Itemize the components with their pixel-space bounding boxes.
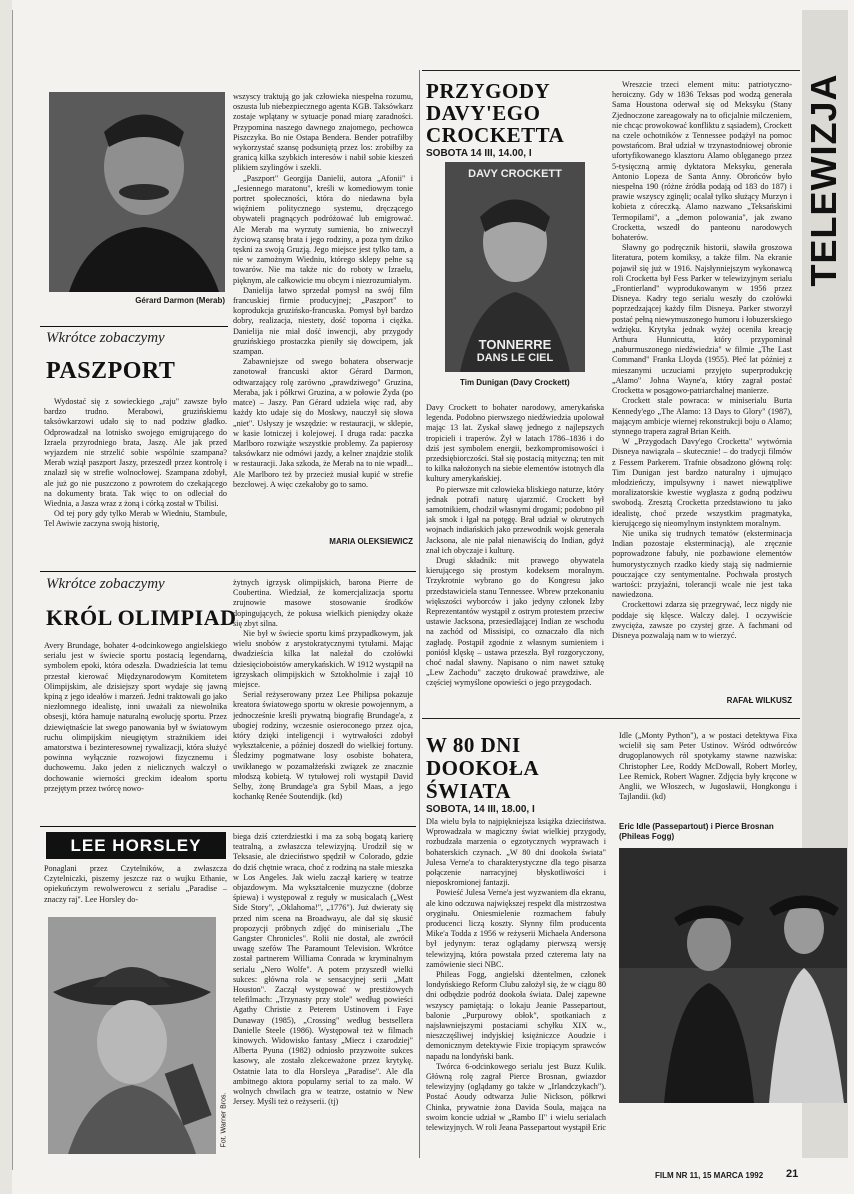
crockett-col1: Davy Crockett to bohater narodowy, amerykańska legenda. Podobno pierwszego niedźwiedzia upolował mając 13 lat. Zyskał sławę jednego z najlepszych tropicieli i traperów. Żył w latach 1786–1836 i do dziś jest symbolem energii, bezkompromisowości i przedsiębiorczości. Stał się postacią mityczną; ten mit to kilka nałożonych na siebie elementów istotnych dla kultury amerykańskiej. Po pierwsze mit człowieka bliskiego naturze, który jednak potrafi naturę ujarzmić. Crockett był samotnikiem, chodził własnymi drogami; podobno pił jak smok i łgał na potęgę. Brał udział w okrutnych wojnach indiańskich jako przewodnik wojsk generała Jacksona, ale nie pałał nienawiścią do Indian, gdyż znał ich obyczaje i kulturę. Drugi składnik: mit prawego obywatela kierującego się prostym kodeksem moralnym. Trzykrotnie wybrano go do Kongresu jako przedstawiciela stanu Tennessee. Wbrew przekonaniu większości wyborców i jako jedyny członek Izby Reprezentantów wystąpił z ostrym protestem przeciw ustawie Jacksona, przesiedlającej Indian ze wschodu na zachód od Missisipi, co oznaczało dla nich zagładę. Postąpił zgodnie z własnym sumieniem i poniósł klęskę – ustawa przeszła. Był rozgoryczony, choć nadal sławny. Napisano o nim nawet sztukę „Lew Zachodu" zaczęto drukować prawdziwe, ale częściej wymyślone opowieści o jego przygodach.	[426, 403, 604, 688]
poster-crockett	[445, 162, 585, 372]
krol-col1: Avery Brundage, bohater 4-odcinkowego angielskiego serialu jest w świecie sportu postacią legendarną, symbolem epoki, która odeszła. Dwadzieścia lat temu przestał kierować Międzynarodowym Komitetem Olimpijskim, ale dzisiejszy sport wydaje się jawną kpiną z jego ideałów i marzeń. Jedni traktowali go jako niezłomnego idealistę, inni uważali za niewolnika obsesji, która hamuje naturalną ewolucję sportu. Przez dziewiętnaście lat swego panowania był w światowym ruchu olimpijskim nieugiętym strażnikiem idei amatorstwa i bezinteresownej rywalizacji, która służyć powinna wyłącznie rozwojowi fizycznemu i duchowemu. Jako jeden z nielicznych walczył o dochowanie wierności greckim ideałom sportu przejętym przez twórcę nowo-	[44, 641, 227, 793]
headline-horsley: LEE HORSLEY	[70, 836, 202, 855]
crockett-col2: Wreszcie trzeci element mitu: patriotyczno-heroiczny. Gdy w 1836 Teksas pod wodzą generała Sama Houstona oderwał się od Meksyku (Stany Zjednoczone zareagowały na to oficjalnie milczeniem, nie chcąc prowokować konfliktu z sąsiadem), Crockett na czele ochotników z Tennessee podążył na pomoc powstańcom. Brał udział w trzynastodniowej obronie ufortyfikowanego klasztoru Alamo oblęganego przez 5-tysięczną armię dyktatora Meksyku, generała Antonio Lopeza de Santa Anny. Obrońców było niespełna 190 (różne źródła podają od 183 do 187) i prawie wszyscy zginęli; ocalał tylko służący Murzyn i kobieta z córeczką. Alamo nazwano „Teksańskimi Termopilami", a „demon polowania", jak zwano Crocketta, wszedł do panteonu narodowych bohaterów. Sławny go podręcznik historii, sławiła groszowa literatura, potem komiksy, a także film. Na ekranie pojawił się już w 1916. Najsłynniejszym wykonawcą roli Crocketta był Fess Parker w telewizyjnym serialu „Frontierland" wyprodukowanym w 1956 przez Disneya. Kadry tego serialu weszły do czołówki poprzedzającej każdy film Disneya. Parker stworzył postać pełną niewymuszonego humoru i łobuzerskiego wdzięku. Krytyka jednak wyżej oceniła kreację Arthura Hunnicutta, który przypominał „naburmuszonego niedźwiedzia" w filmie „The Last Command" Franka Lloyda (1955). Płeć lat później z mieszanymi uczuciami przyjęto superprodukcję „Alamo" Johna Wayne'a, który zagrał postać Crocketta w posągowo-patriarchalnej manierze. Crockett stale powraca: w miniserialu Burta Kennedy'ego „The Alamo: 13 Days to Glory" (1987), mającym ambicje wiernej rekonstrukcji boju o Alamo; stynnego trapera zagrał Brian Keith. W „Przygodach Davy'ego Crocketta" wytwórnia Disneya nawiązała – skutecznie! – do tradycji filmów z Fessem Parkerem. Trafnie obsadzono główną rolę: Tim Dunigan jest bardzo naturalny i ujmująco młodzieńczy, impulsywny i nawet niewątpliwe moralizatorskie kwestie wygłasza z godną podziwu swobodą. Zresztą Crocketta przedstawiono tu jako idealistę, choć przede wszystkim pragmatyka, kierującego się nieomylnym instynktem moralnym. Nie unika się trudnych tematów (eksterminacja Indian pozostaje eksterminacją), ale zręcznie poprowadzone fabuły, nie pozbawione elementów humorystycznych rzadko kiedy stają się nadmiernie pouczające czy sentymentalne. Pochwała prostych wartości: przyjaźni, tolerancji wcale nie jest taka nawiedzona. Crockettowi zdarza się przegrywać, lecz nigdy nie poddaje się klęsce. Walczy dalej. I oczywiście zwycięża, zawsze po czystej grze. A fachmani od Disneya pozwalają nam w to wierzyć.	[612, 80, 792, 640]
left-margin	[0, 0, 12, 1194]
footer-page-number: 21	[786, 1168, 799, 1180]
photo-lee-horsley	[48, 917, 216, 1154]
author-crockett: RAFAŁ WILKUSZ	[726, 696, 792, 705]
photo-gerard-darmon	[49, 92, 225, 292]
headline-dookola: W 80 DNI DOOKOŁA ŚWIATA	[426, 733, 540, 803]
photo-idle-brosnan	[619, 848, 847, 1103]
photo-caption-crockett: Tim Dunigan (Davy Crockett)	[460, 378, 570, 387]
paszport-col2: wszyscy traktują go jak człowieka niespełna rozumu, oszusta lub niebezpiecznego agenta KGB. Taksówkarz zostaje wplątany w sytuacje ponad miarę zaradności. Przypomina naszego dawnego znajomego, pechowca Piszczyka. Bo nie Ostapa Bendera. Bender potrafiłby wykorzystać szansę podsuniętą przez los: zrobiłby za granicą kilka szybkich interesów i nabił sobie kieszeń plikiem szylingów i szekli. „Paszport" Georgija Danielii, autora „Afonii" i „Jesiennego maratonu", kreśli w komediowym tonie portret społeczności, która do niedawna była więźniem politycznego systemu, dręczącego obywateli pragnących podróżować lub emigrować. Ale Merab ma wyrzuty sumienia, bo zniweczył życiową szansę brata i jego rodziny, a poza tym dziko tęskni za swoją Gruzją. Jego miejsce jest tylko tam, a nie w zamożnym Wiedniu, którego sklepy pełne są towarów. Nie ma także nic do roboty w Izraelu, pięknym, ale całkowicie mu obcym i niezrozumiałym. Danielija łatwo sprzedał pomysł na swój film francuskiej firmie producyjnej; „Paszport" to koprodukcja gruzińsko-francuska. Pomysł był bardzo dobry, realizacja, niestety, dość toporna i ciężka. Danielija nie miał dość inwencji, aby przygody gruzińskiego prostaczka pieniły się dowcipem, jak szampan. Zabawniejsze od swego bohatera obserwacje zanotował francuski aktor Gérard Darmon, odtwarzający rolę zarówno „prawdziwego" Gruzina, Meraba, jak i półkrwi Gruzina, a w połowie Żyda (po matce) – Jaszy. Pan Gérard udziela więc rad, aby każdy kto udaje się do Moskwy, nauczył się słowa „niet". Usłyszy je wszędzie: w restauracji, w sklepie, w kasie lotniczej i kolejowej. I druga rada: paczka Marlboro rozwiąże wszystkie problemy. Za papierosy taksówkarz nie odmówi jazdy, a kelner znajdzie stolik w restauracji. Jaka szkoda, że Merab na to nie wpadł... Ale Marlboro też by przecież musiał kupić w strefie bezcłowej. A więc czekałoby go to samo.	[233, 92, 413, 489]
horsley-col2: biega dziś czterdziestki i ma za sobą bogatą karierę teatralną, a zwłaszcza telewizyjną. Urodził się w Teksasie, ale dzieciństwo spędził w Colorado, gdzie do dziś chętnie wraca, choć z rodziną na stałe mieszka w Los Angeles. Jak wielu zaczął karierę w teatrze objazdowym. Ma wykształcenie muzyczne (dobrze śpiewa) i występował z reguły w musicalach („West Side Story", „Oklahoma!", „1776"). Już dwieraty się przed nim scena na Broadwayu, ale dał się skusić propozycji próbnych zdjęć do miniserialu „The Gangster Chronicles". Rolii nie dostał, ale zwrócił uwagę szefów The Paramount Television. Wkrótce został partnerem Williama Conrada w kryminalnym serialu „Nero Wolfe". A potem przyszedł wielki sukces: główna rola w sensacyjnej serii „Matt Houston". Zaczął występować w prestiżowych telefilmach: „Trzynasty przy stole" według powieści Agathy Christie z Peterem Ustinovem i Faye Dunaway (1985), „Crossing" według bestsellera Danielle Steele (1986). Występował też w filmach kinowych. Widowisko fantasy „Miecz i czarodziej" Alberta Pyuna (1982) odniosło przyzwoite sukces kasowy, ale zostało zlekceważone przez krytykę. Ostatnie lata to dla Horsleya „Paradise". Ale dla ambitnego aktora popularny serial to za mało. W wolnych chwilach gra w teatrze, ostatnio w New Jersey. Myśli też o reżyserii. (tj)	[233, 832, 413, 1107]
krol-col2: żytnych igrzysk olimpijskich, barona Pierre de Coubertina. Wiedział, że komercjalizacja sportu zrujnowie masowe stosowanie środków dopingujących, że pokusa wielkich pieniędzy okaże się zbyt silna. Nie był w świecie sportu kimś przypadkowym, jak wielu snobów z arystokratycznymi tytułami. Mając dwadzieścia kilka lat należał do czołówki dziesięcioboistów amerykańskich. W 1912 wystąpił na igrzyskach olimpijskich w Sztokholmie i zajął 10 miejsce. Serial reżyserowany przez Lee Philipsa pokazuje kreatora światowego sportu w okresie powojennym, a jednocześnie kreśli prywatną biografię Brundage'a, z ubogiej rodziny, wczesnie osieroconego przez ojca, który dzięki inteligencji i wytrwałości zdobył wykształcenie, a później doszedł do wielkiej fortuny. Śledzimy pogmatwane losy osobiste bohatera, uwikłanego w pozamałżeński związek ze znacznie młodszą kobietą. W tytułowej roli wystąpił David Selby, żonę Brundage'a gra Sybil Maas, a jego kochankę Renée Soutendijk. (kd)	[233, 578, 413, 802]
headline-krol: KRÓL OLIMPIAD	[46, 605, 237, 630]
headline-horsley-box	[46, 832, 226, 859]
kicker-krol: Wkrótce zobaczymy	[46, 576, 165, 592]
photo-caption-dookola: Eric Idle (Passepartout) i Pierce Brosnan (Phileas Fogg)	[619, 822, 774, 841]
date-dookola: SOBOTA, 14 III, 18.00, I	[426, 804, 535, 815]
poster-crockett-sub2: DANS LE CIEL	[476, 352, 554, 364]
paszport-col1: Wydostać się z sowieckiego „raju" zawsze było bardzo trudno. Merabowi, gruzińskiemu taksówkarzowi udało się to nad podziw gładko. Odprowadzał na lotnisko swojego emigrującego do Izraela przyrodniego brata, Jaszę. Ale jak przed wyjazdem nie strzelić sobie wspólnie szampana? Merab wziął paszport Jaszy, przeszedł przez kontrolę i znalazł się w strefie wolnocłowej. Szampana zdobył, ale już go nie puszczono z powrotem do czekającego na dokumenty brata. Tak więc to on odleciał do Wiednia, a Jasza wraz z żoną i córką został w Tbilisi. Od tej pory gdy tylko Merab w Wiedniu, Stambule, Tel Awiwie zaczyna swoją historię,	[44, 397, 227, 529]
author-paszport: MARIA OLEKSIEWICZ	[329, 537, 413, 546]
dookola-col2: Idle („Monty Python"), a w postaci detektywa Fixa wcielił się sam Peter Ustinov. Wśród odtwórców drugoplanowych ról spotykamy stawne nazwiska: Christopher Lee, Roddy McDowall, Robert Morley, Lee Remick, Robert Wagner. Zdjęcia były kręcone w Anglii, we Włoszech, w Jugosławii, Hongkongu i Tajlandii. (kd)	[619, 731, 797, 802]
footer-magazine: FILM NR 11, 15 MARCA 1992	[655, 1171, 764, 1180]
headline-crockett: PRZYGODY DAVY'EGO CROCKETTA	[426, 79, 565, 147]
dookola-col1: Dla wielu była to najpiękniejsza książka dzieciństwa. Wprowadzała w magiczny świat wielkiej przygody, rozbudzała marzenia o egzotycznych wyprawach i bohaterskich czynach. „W 80 dni dookoła świata" Julesa Verne'a to charakterystyczne dla tego pisarza połączenie narracyjnej błyskotliwości i nieposkromionej fantazji. Powieść Julesa Verne'a jest wyzwaniem dla ekranu, ale kino odczuwa największej respekt dla mistrzostwa oryginału. Oniesmielenie rozmachem fabuły producenci liczą koszty. Słynny film producenta Mike'a Todda z 1956 w reżyserii Michaela Andersona był jedynym: teraz oglądamy pierwszą wersję telewizyjną, która powstała przed czterema laty na zamówienie sieci NBC. Phileas Fogg, angielski dżentelmen, członek londyńskiego Reform Clubu założył się, że w ciągu 80 dni odbędzie podróż dookoła świata. Dalej zapewne wszyscy pamiętają: o lokaju Jeanie Passepartout, balonie „Purpurowy obłok", spotkaniach z najsławniejszymi postaciami schyłku XIX w., nieszczęśliwej indyjskiej księżniczce Aoudzie i demonicznym detektywie Fixie tropiącym sprawców napadu na londyński bank. Twórca 6-odcinkowego serialu jest Buzz Kulik. Główną rolę zagrał Pierce Brosnan, gwiazdor telewizyjny (oglądamy go także w „Irlandczykach"). Postać Aoudy odtwarza Julie Nickson, półkrwi Chinka, prywatnie żona Davida Soula, mająca na swoim koncie udział w „Rambo II" i wielu serialach telewizyjnych. W roli Jeana Passepartout wystąpił Eric	[426, 817, 606, 1133]
section-title: TELEWIZJA	[803, 73, 844, 287]
poster-crockett-sub1: TONNERRE	[478, 337, 552, 352]
horsley-col1: Ponaglani przez Czytelników, a zwłaszcza Czytelniczki, piszemy jeszcze raz o wujku Ethanie, opiekuńczym rewolwerowcu z serialu „Paradise – znaczy raj". Lee Horsley do-	[44, 864, 227, 904]
photo-credit-horsley: Fot. Warner Bros.	[220, 1092, 228, 1148]
date-crockett: SOBOTA 14 III, 14.00, I	[426, 148, 532, 159]
headline-paszport: PASZPORT	[46, 358, 176, 384]
poster-crockett-title: DAVY CROCKETT	[468, 168, 562, 180]
kicker-paszport: Wkrótce zobaczymy	[46, 330, 165, 346]
photo-caption-paszport: Gérard Darmon (Merab)	[135, 296, 225, 305]
